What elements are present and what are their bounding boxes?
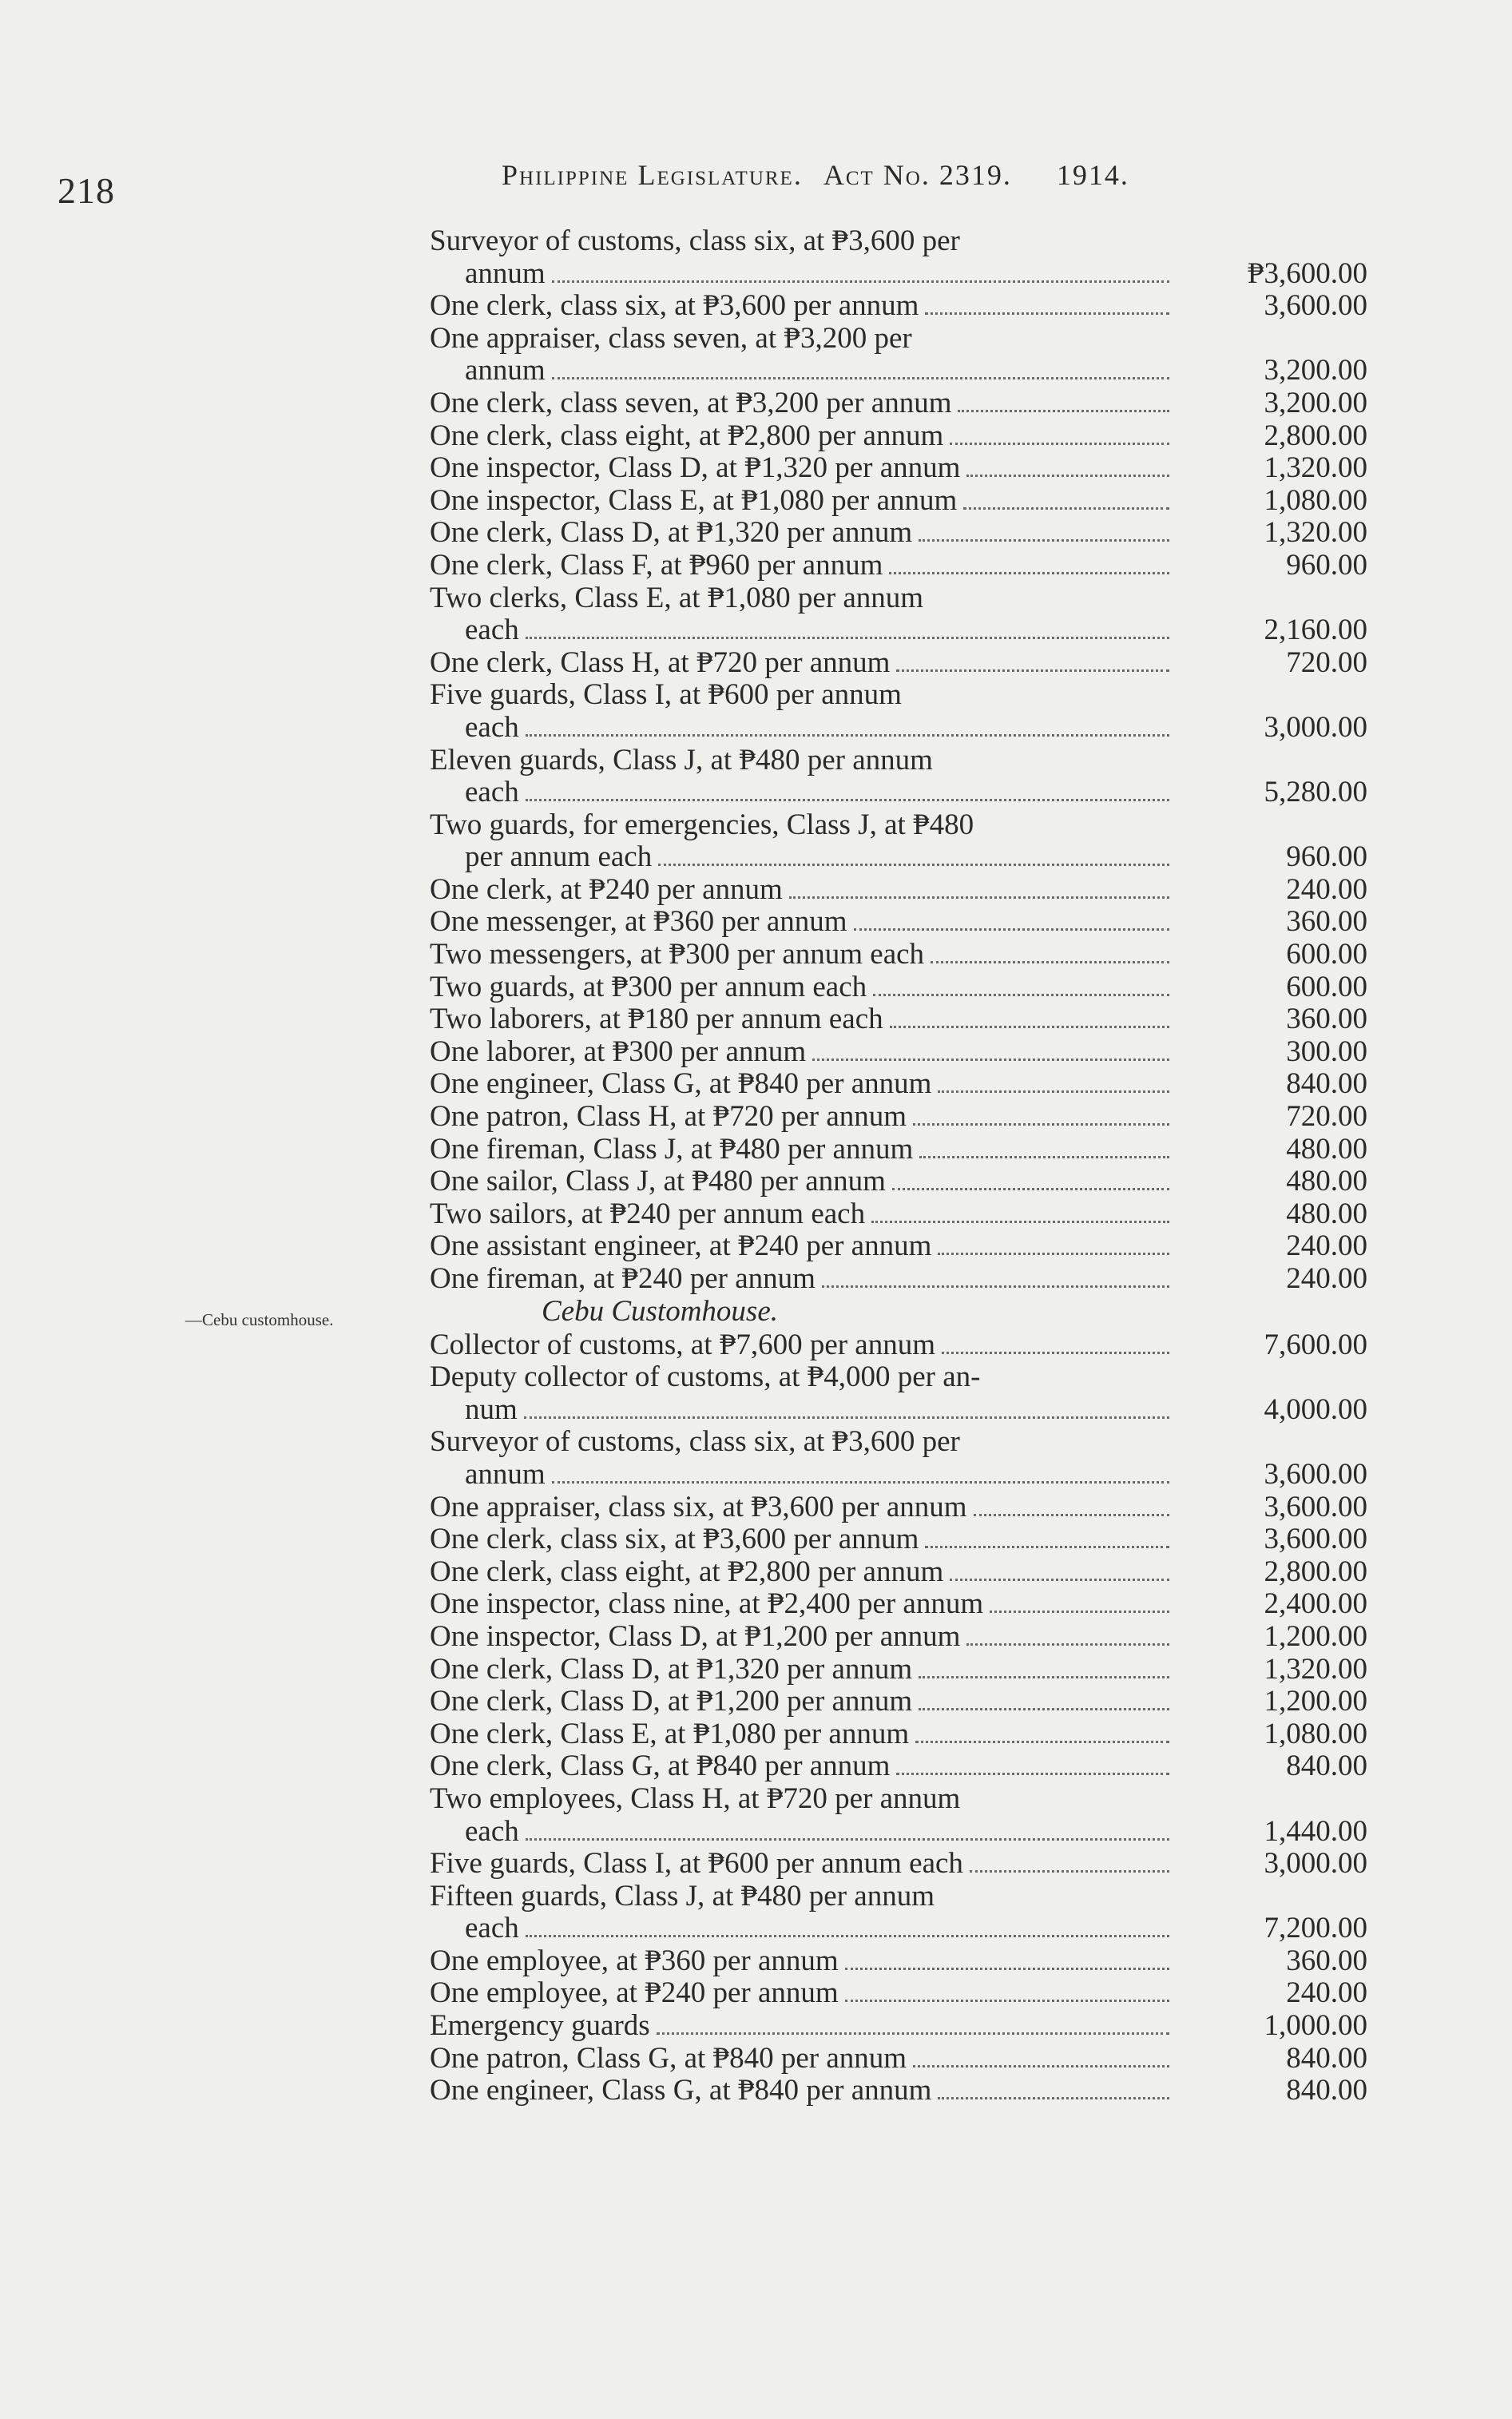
line-item-amount: 840.00: [1286, 1067, 1367, 1101]
section-heading: [185, 1294, 1380, 1329]
dot-leader: [966, 475, 1169, 477]
line-item-description: annum: [465, 354, 546, 387]
dot-leader: [890, 1026, 1169, 1028]
line-item: [430, 1686, 1380, 1718]
line-item-description: per annum each: [465, 840, 653, 874]
line-item: [430, 1101, 1380, 1134]
line-item-amount: 240.00: [1286, 872, 1367, 906]
line-item-description: Collector of customs, at ₱7,600 per annum: [430, 1328, 936, 1361]
dot-leader: [526, 1935, 1169, 1937]
line-item-description: One fireman, at ₱240 per annum: [430, 1262, 816, 1295]
line-item-description: One clerk, Class G, at ₱840 per annum: [430, 1750, 891, 1783]
line-item: [430, 809, 1380, 874]
dot-leader: [552, 377, 1169, 379]
line-item-description: One inspector, class nine, at ₱2,400 per annum: [430, 1587, 984, 1621]
dot-leader: [913, 2065, 1169, 2067]
dot-leader: [789, 896, 1169, 899]
line-item: [430, 290, 1380, 323]
dot-leader: [919, 1708, 1169, 1710]
line-item-amount: 480.00: [1286, 1197, 1367, 1230]
line-item: [430, 1361, 1380, 1426]
dot-leader: [845, 1968, 1169, 1970]
line-item-amount: 1,080.00: [1264, 483, 1367, 517]
line-item: [430, 1848, 1380, 1881]
dot-leader: [950, 443, 1169, 445]
line-item-amount: 3,600.00: [1264, 1490, 1367, 1523]
line-item: [430, 387, 1380, 420]
line-item-description: One engineer, Class G, at ₱840 per annum: [430, 1067, 932, 1101]
line-item-amount: 2,400.00: [1264, 1587, 1367, 1621]
line-item-description: One sailor, Class J, at ₱480 per annum: [430, 1165, 886, 1198]
line-item-amount: 360.00: [1286, 1003, 1367, 1036]
running-head-title: Philippine Legislature.: [502, 159, 803, 191]
line-item-description: each: [465, 1912, 519, 1945]
line-item-amount: 1,440.00: [1264, 1814, 1367, 1848]
line-item-description: each: [465, 1814, 519, 1848]
line-item-amount: 3,200.00: [1264, 386, 1367, 419]
line-item: [430, 1621, 1380, 1654]
line-item: [430, 1654, 1380, 1686]
dot-leader: [889, 572, 1169, 574]
line-item-amount: 240.00: [1286, 1976, 1367, 2010]
dot-leader: [970, 1870, 1169, 1873]
line-item-description: One inspector, Class E, at ₱1,080 per annum: [430, 483, 958, 517]
line-item-description: One appraiser, class seven, at ₱3,200 per: [430, 321, 912, 355]
line-item-amount: 3,000.00: [1264, 1847, 1367, 1881]
line-item-amount: 960.00: [1286, 548, 1367, 582]
line-item-amount: 360.00: [1286, 1944, 1367, 1977]
line-item-amount: 600.00: [1286, 970, 1367, 1003]
line-item: [430, 485, 1380, 518]
line-item: [430, 1198, 1380, 1231]
dot-leader: [938, 1090, 1169, 1093]
dot-leader: [942, 1352, 1169, 1354]
line-item-amount: 5,280.00: [1264, 776, 1367, 809]
line-item-description: One clerk, Class D, at ₱1,200 per annum: [430, 1685, 913, 1718]
dot-leader: [966, 1643, 1169, 1646]
line-item-description: Two guards, at ₱300 per annum each: [430, 970, 867, 1003]
line-item-amount: 4,000.00: [1264, 1392, 1367, 1426]
dot-leader: [657, 2032, 1169, 2035]
line-item: [430, 2010, 1380, 2043]
line-item-description: One clerk, Class E, at ₱1,080 per annum: [430, 1717, 910, 1750]
dot-leader: [896, 1773, 1169, 1775]
dot-leader: [526, 799, 1169, 801]
line-item: [430, 1945, 1380, 1978]
line-item-description: Fifteen guards, Class J, at ₱480 per annum: [430, 1879, 935, 1913]
running-head-act: Act No. 2319.: [823, 159, 1012, 191]
dot-leader: [915, 1741, 1169, 1743]
dot-leader: [950, 1579, 1169, 1581]
line-item-amount: 300.00: [1286, 1035, 1367, 1068]
dot-leader: [931, 961, 1169, 963]
line-item-description: One clerk, class six, at ₱3,600 per annum: [430, 289, 919, 323]
line-item-amount: 960.00: [1286, 840, 1367, 874]
dot-leader: [526, 637, 1169, 639]
dot-leader: [845, 2000, 1169, 2002]
line-item-description: One fireman, Class J, at ₱480 per annum: [430, 1132, 914, 1166]
line-item: [430, 1134, 1380, 1166]
line-item-description: One clerk, class eight, at ₱2,800 per annum: [430, 419, 944, 452]
line-item-description: One clerk, Class D, at ₱1,320 per annum: [430, 1652, 913, 1686]
line-item-description: Two employees, Class H, at ₱720 per annum: [430, 1781, 961, 1815]
dot-leader: [822, 1285, 1169, 1288]
line-item: [430, 1588, 1380, 1621]
line-item-description: One clerk, Class F, at ₱960 per annum: [430, 548, 883, 582]
line-item-description: Two guards, for emergencies, Class J, at ₱480: [430, 808, 974, 841]
dot-leader: [963, 507, 1169, 510]
appropriation-list: [185, 224, 1380, 2107]
line-item-amount: 720.00: [1286, 1100, 1367, 1134]
line-item-description: Five guards, Class I, at ₱600 per annum each: [430, 1847, 963, 1881]
line-item-amount: 840.00: [1286, 1750, 1367, 1783]
line-item: [430, 971, 1380, 1004]
dot-leader: [524, 1416, 1169, 1419]
line-item-description: One assistant engineer, at ₱240 per annum: [430, 1229, 932, 1263]
line-item-description: each: [465, 710, 519, 744]
line-item-description: Eleven guards, Class J, at ₱480 per annum: [430, 743, 933, 777]
line-item-amount: 240.00: [1286, 1229, 1367, 1263]
line-item-amount: 7,200.00: [1264, 1912, 1367, 1945]
line-item-amount: 2,160.00: [1264, 614, 1367, 647]
line-item-amount: 720.00: [1286, 645, 1367, 679]
line-item-amount: 1,320.00: [1264, 516, 1367, 550]
line-item: [430, 745, 1380, 809]
dot-leader: [892, 1188, 1169, 1190]
line-item-description: Two sailors, at ₱240 per annum each: [430, 1197, 866, 1230]
line-item: [430, 1068, 1380, 1101]
line-item-amount: 480.00: [1286, 1165, 1367, 1198]
line-item: [430, 452, 1380, 485]
dot-leader: [958, 410, 1169, 412]
line-item: [430, 2043, 1380, 2075]
line-item: [430, 1881, 1380, 1945]
line-item-description: Two clerks, Class E, at ₱1,080 per annum: [430, 581, 924, 614]
line-item: [430, 874, 1380, 907]
line-item-amount: 1,200.00: [1264, 1619, 1367, 1653]
line-item-amount: 480.00: [1286, 1132, 1367, 1166]
line-item-description: One clerk, Class H, at ₱720 per annum: [430, 645, 891, 679]
dot-leader: [896, 669, 1169, 672]
line-item-amount: 360.00: [1286, 905, 1367, 939]
line-item-amount: 1,200.00: [1264, 1685, 1367, 1718]
dot-leader: [938, 1253, 1169, 1255]
line-item-amount: 3,600.00: [1264, 289, 1367, 323]
line-item-description: Two laborers, at ₱180 per annum each: [430, 1003, 883, 1036]
line-item-description: each: [465, 776, 519, 809]
line-item: [430, 1263, 1380, 1296]
line-item: [430, 1492, 1380, 1524]
line-item-amount: 3,600.00: [1264, 1523, 1367, 1556]
line-item-amount: 7,600.00: [1264, 1328, 1367, 1361]
dot-leader: [938, 2097, 1169, 2099]
page-number: 218: [58, 170, 115, 211]
dot-leader: [526, 1838, 1169, 1841]
dot-leader: [919, 1676, 1169, 1678]
running-head-year: 1914.: [1056, 159, 1129, 191]
line-item-description: One clerk, class six, at ₱3,600 per annum: [430, 1523, 919, 1556]
line-item-amount: ₱3,600.00: [1247, 256, 1367, 290]
line-item-amount: 3,000.00: [1264, 710, 1367, 744]
line-item-description: One inspector, Class D, at ₱1,200 per annum: [430, 1619, 961, 1653]
line-item: [430, 225, 1380, 290]
line-item-description: One employee, at ₱360 per annum: [430, 1944, 839, 1977]
line-item-description: One messenger, at ₱360 per annum: [430, 905, 847, 939]
line-item: [430, 679, 1380, 744]
line-item: [430, 2075, 1380, 2107]
line-item-description: One engineer, Class G, at ₱840 per annum: [430, 2074, 932, 2107]
line-item-amount: 3,600.00: [1264, 1457, 1367, 1491]
line-item-description: Surveyor of customs, class six, at ₱3,600 per: [430, 224, 960, 257]
line-item-description: One patron, Class H, at ₱720 per annum: [430, 1100, 907, 1134]
line-item-amount: 840.00: [1286, 2041, 1367, 2075]
line-item: [430, 1329, 1380, 1362]
section-heading-text: Cebu Customhouse.: [542, 1294, 778, 1328]
dot-leader: [919, 1156, 1169, 1158]
line-item-description: One laborer, at ₱300 per annum: [430, 1035, 807, 1068]
dot-leader: [990, 1611, 1169, 1613]
line-item-description: One clerk, class seven, at ₱3,200 per annum: [430, 386, 952, 419]
line-item-amount: 1,080.00: [1264, 1717, 1367, 1750]
line-item: [430, 1750, 1380, 1783]
line-item: [430, 1230, 1380, 1263]
line-item-description: One clerk, at ₱240 per annum: [430, 872, 783, 906]
dot-leader: [812, 1059, 1169, 1061]
line-item-description: One appraiser, class six, at ₱3,600 per annum: [430, 1490, 967, 1523]
line-item: [430, 1166, 1380, 1198]
line-item-description: Deputy collector of customs, at ₱4,000 per an-: [430, 1360, 981, 1394]
line-item: [430, 582, 1380, 647]
line-item: [430, 1003, 1380, 1036]
dot-leader: [873, 994, 1169, 996]
line-item: [430, 1036, 1380, 1069]
line-item-amount: 1,320.00: [1264, 1652, 1367, 1686]
dot-leader: [925, 312, 1169, 315]
line-item-amount: 2,800.00: [1264, 1555, 1367, 1588]
running-head: [502, 158, 1150, 192]
line-item-description: annum: [465, 1457, 546, 1491]
margin-note: —Cebu customhouse.: [185, 1309, 334, 1329]
line-item-amount: 840.00: [1286, 2074, 1367, 2107]
line-item: [430, 550, 1380, 582]
line-item-amount: 600.00: [1286, 938, 1367, 971]
line-item: [430, 1977, 1380, 2010]
line-item: [430, 1426, 1380, 1491]
dot-leader: [871, 1221, 1169, 1223]
dot-leader: [552, 1481, 1169, 1484]
dot-leader: [658, 864, 1169, 866]
line-item-description: Five guards, Class I, at ₱600 per annum: [430, 678, 902, 712]
line-item-description: num: [465, 1392, 518, 1426]
line-item: [430, 323, 1380, 387]
dot-leader: [854, 928, 1169, 931]
line-item-amount: 3,200.00: [1264, 354, 1367, 387]
line-item-amount: 1,000.00: [1264, 2009, 1367, 2043]
line-item: [430, 1556, 1380, 1589]
line-item-description: annum: [465, 256, 546, 290]
line-item-description: Surveyor of customs, class six, at ₱3,600 per: [430, 1425, 960, 1459]
line-item-amount: 1,320.00: [1264, 451, 1367, 485]
line-item: [430, 1783, 1380, 1848]
dot-leader: [974, 1514, 1169, 1516]
line-item-description: each: [465, 614, 519, 647]
dot-leader: [919, 539, 1169, 542]
dot-leader: [526, 734, 1169, 737]
line-item-description: One clerk, class eight, at ₱2,800 per annum: [430, 1555, 944, 1588]
dot-leader: [552, 280, 1169, 283]
line-item-description: One patron, Class G, at ₱840 per annum: [430, 2041, 907, 2075]
line-item-amount: 2,800.00: [1264, 419, 1367, 452]
line-item-description: One inspector, Class D, at ₱1,320 per annum: [430, 451, 961, 485]
line-item-description: Emergency guards: [430, 2009, 650, 2043]
line-item: [430, 906, 1380, 939]
dot-leader: [925, 1546, 1169, 1548]
line-item: [430, 1523, 1380, 1556]
line-item: [430, 517, 1380, 550]
line-item: [430, 647, 1380, 680]
line-item-amount: 240.00: [1286, 1262, 1367, 1295]
line-item: [430, 1718, 1380, 1751]
dot-leader: [913, 1123, 1169, 1126]
line-item-description: One clerk, Class D, at ₱1,320 per annum: [430, 516, 913, 550]
line-item: [430, 420, 1380, 453]
line-item-description: Two messengers, at ₱300 per annum each: [430, 938, 925, 971]
line-item: [430, 939, 1380, 971]
line-item-description: One employee, at ₱240 per annum: [430, 1976, 839, 2010]
